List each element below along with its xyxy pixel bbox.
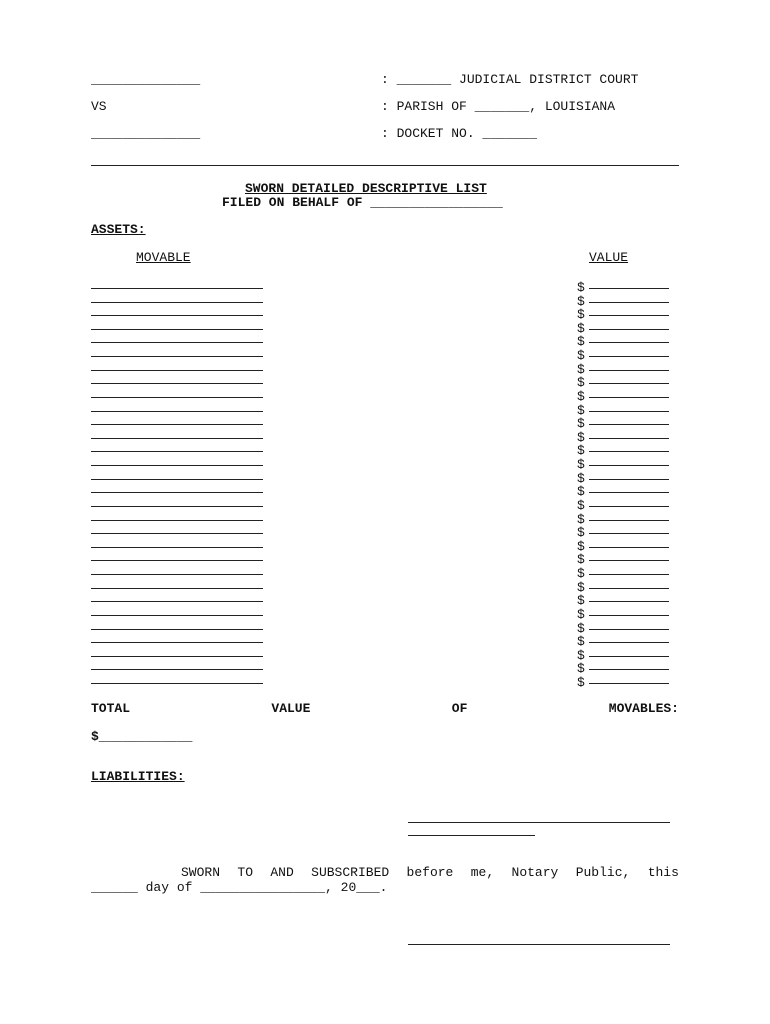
dollar-sign: $ <box>577 334 585 350</box>
value-blank <box>589 424 669 425</box>
dollar-sign: $ <box>577 647 585 663</box>
movable-item-blank <box>91 642 263 643</box>
value-blank <box>589 683 669 684</box>
sworn-word: Notary <box>511 865 559 880</box>
value-blank <box>589 342 669 343</box>
liabilities-heading: LIABILITIES: <box>91 769 185 784</box>
value-blank <box>589 438 669 439</box>
movable-item-blank <box>91 451 263 452</box>
asset-row <box>0 527 770 540</box>
dollar-sign: $ <box>577 674 585 690</box>
asset-row <box>0 282 770 295</box>
asset-row <box>0 293 770 309</box>
signature-line-1 <box>408 822 670 823</box>
value-blank <box>589 656 669 657</box>
movable-item-blank <box>91 370 263 371</box>
dollar-sign: $ <box>577 361 585 377</box>
dollar-sign: $ <box>577 511 585 527</box>
movable-item-blank <box>91 588 263 589</box>
total-word-2: VALUE <box>271 701 311 716</box>
asset-row <box>0 388 770 404</box>
value-blank <box>589 315 669 316</box>
caption-vs: VS <box>91 99 107 114</box>
document-title: SWORN DETAILED DESCRIPTIVE LIST <box>245 181 487 196</box>
movable-item-blank <box>91 547 263 548</box>
total-amount-blank: $____________ <box>91 729 193 744</box>
total-movables-line <box>91 701 679 717</box>
sworn-word: TO <box>237 865 253 880</box>
caption-plaintiff-blank: ______________ <box>91 72 201 87</box>
dollar-sign: $ <box>577 538 585 554</box>
movable-item-blank <box>91 342 263 343</box>
value-blank <box>589 588 669 589</box>
court-line: : _______ JUDICIAL DISTRICT COURT <box>381 72 639 87</box>
signature-line-2 <box>408 835 535 836</box>
dollar-sign: $ <box>577 280 585 295</box>
sworn-word: before <box>406 865 454 880</box>
dollar-sign: $ <box>577 402 585 418</box>
asset-row <box>0 336 770 349</box>
movable-item-blank <box>91 520 263 521</box>
movable-item-blank <box>91 329 263 330</box>
dollar-sign: $ <box>577 429 585 445</box>
asset-row <box>0 459 770 472</box>
asset-row <box>0 663 770 676</box>
value-blank <box>589 601 669 602</box>
total-word-1: TOTAL <box>91 701 131 716</box>
dollar-sign: $ <box>577 525 585 541</box>
sworn-statement <box>91 865 679 895</box>
value-blank <box>589 615 669 616</box>
dollar-sign: $ <box>577 661 585 677</box>
movable-item-blank <box>91 492 263 493</box>
asset-row <box>0 636 770 649</box>
docket-line: : DOCKET NO. _______ <box>381 126 538 141</box>
asset-row <box>0 511 770 527</box>
dollar-sign: $ <box>577 484 585 500</box>
sworn-word: AND <box>270 865 294 880</box>
dollar-sign: $ <box>577 593 585 609</box>
movable-item-blank <box>91 424 263 425</box>
document-subtitle: FILED ON BEHALF OF _________________ <box>222 195 503 210</box>
value-blank <box>589 356 669 357</box>
value-blank <box>589 451 669 452</box>
dollar-sign: $ <box>577 307 585 323</box>
movable-item-blank <box>91 315 263 316</box>
asset-row <box>0 350 770 363</box>
movable-item-blank <box>91 383 263 384</box>
asset-row <box>0 497 770 513</box>
asset-row <box>0 554 770 567</box>
dollar-sign: $ <box>577 606 585 622</box>
movable-header: MOVABLE <box>136 250 191 265</box>
value-blank <box>589 465 669 466</box>
dollar-sign: $ <box>577 470 585 486</box>
asset-row <box>0 377 770 390</box>
asset-row <box>0 445 770 458</box>
asset-row <box>0 606 770 622</box>
dollar-sign: $ <box>577 443 585 459</box>
caption-divider <box>91 165 679 166</box>
asset-row <box>0 579 770 595</box>
sworn-statement-line-1 <box>91 865 679 880</box>
value-blank <box>589 574 669 575</box>
movable-item-blank <box>91 356 263 357</box>
dollar-sign: $ <box>577 620 585 636</box>
total-word-4: MOVABLES: <box>608 701 679 716</box>
movable-item-blank <box>91 683 263 684</box>
asset-row <box>0 361 770 377</box>
movable-item-blank <box>91 601 263 602</box>
movable-item-blank <box>91 465 263 466</box>
movable-item-blank <box>91 656 263 657</box>
asset-row <box>0 674 770 690</box>
value-blank <box>589 547 669 548</box>
movable-item-blank <box>91 506 263 507</box>
value-blank <box>589 370 669 371</box>
sworn-word: SUBSCRIBED <box>311 865 390 880</box>
asset-row <box>0 647 770 663</box>
sworn-word: me, <box>470 865 495 880</box>
dollar-sign: $ <box>577 497 585 513</box>
caption-defendant-blank: ______________ <box>91 126 201 141</box>
movable-item-blank <box>91 411 263 412</box>
asset-row <box>0 595 770 608</box>
asset-row <box>0 568 770 581</box>
movable-item-blank <box>91 533 263 534</box>
value-blank <box>589 669 669 670</box>
asset-row <box>0 470 770 486</box>
asset-row <box>0 429 770 445</box>
dollar-sign: $ <box>577 348 585 364</box>
movable-item-blank <box>91 629 263 630</box>
movable-item-blank <box>91 560 263 561</box>
dollar-sign: $ <box>577 634 585 650</box>
value-blank <box>589 642 669 643</box>
value-blank <box>589 506 669 507</box>
assets-heading: ASSETS: <box>91 222 146 237</box>
dollar-sign: $ <box>577 552 585 568</box>
movable-item-blank <box>91 438 263 439</box>
value-blank <box>589 411 669 412</box>
asset-row <box>0 620 770 636</box>
movable-item-blank <box>91 615 263 616</box>
value-blank <box>589 629 669 630</box>
asset-row <box>0 418 770 431</box>
dollar-sign: $ <box>577 375 585 391</box>
movable-item-blank <box>91 397 263 398</box>
sworn-word: this <box>647 865 679 880</box>
parish-line: : PARISH OF _______, LOUISIANA <box>381 99 616 114</box>
value-blank <box>589 520 669 521</box>
value-blank <box>589 329 669 330</box>
movable-item-blank <box>91 479 263 480</box>
value-blank <box>589 560 669 561</box>
value-blank <box>589 492 669 493</box>
asset-row <box>0 320 770 336</box>
value-header: VALUE <box>589 250 629 265</box>
value-blank <box>589 383 669 384</box>
movable-item-blank <box>91 288 263 289</box>
sworn-statement-line-2: ______ day of ________________, 20___. <box>91 880 388 895</box>
total-word-3: OF <box>451 701 468 716</box>
value-blank <box>589 288 669 289</box>
dollar-sign: $ <box>577 388 585 404</box>
movable-item-blank <box>91 302 263 303</box>
dollar-sign: $ <box>577 579 585 595</box>
value-blank <box>589 397 669 398</box>
asset-row <box>0 402 770 418</box>
dollar-sign: $ <box>577 457 585 473</box>
movable-item-blank <box>91 574 263 575</box>
asset-row <box>0 309 770 322</box>
asset-row <box>0 538 770 554</box>
dollar-sign: $ <box>577 320 585 336</box>
sworn-word: Public, <box>575 865 631 880</box>
dollar-sign: $ <box>577 566 585 582</box>
asset-row <box>0 486 770 499</box>
value-blank <box>589 479 669 480</box>
value-blank <box>589 533 669 534</box>
movable-item-blank <box>91 669 263 670</box>
dollar-sign: $ <box>577 416 585 432</box>
notary-signature-line <box>408 944 670 945</box>
sworn-word: SWORN <box>181 865 221 880</box>
value-blank <box>589 302 669 303</box>
dollar-sign: $ <box>577 293 585 309</box>
